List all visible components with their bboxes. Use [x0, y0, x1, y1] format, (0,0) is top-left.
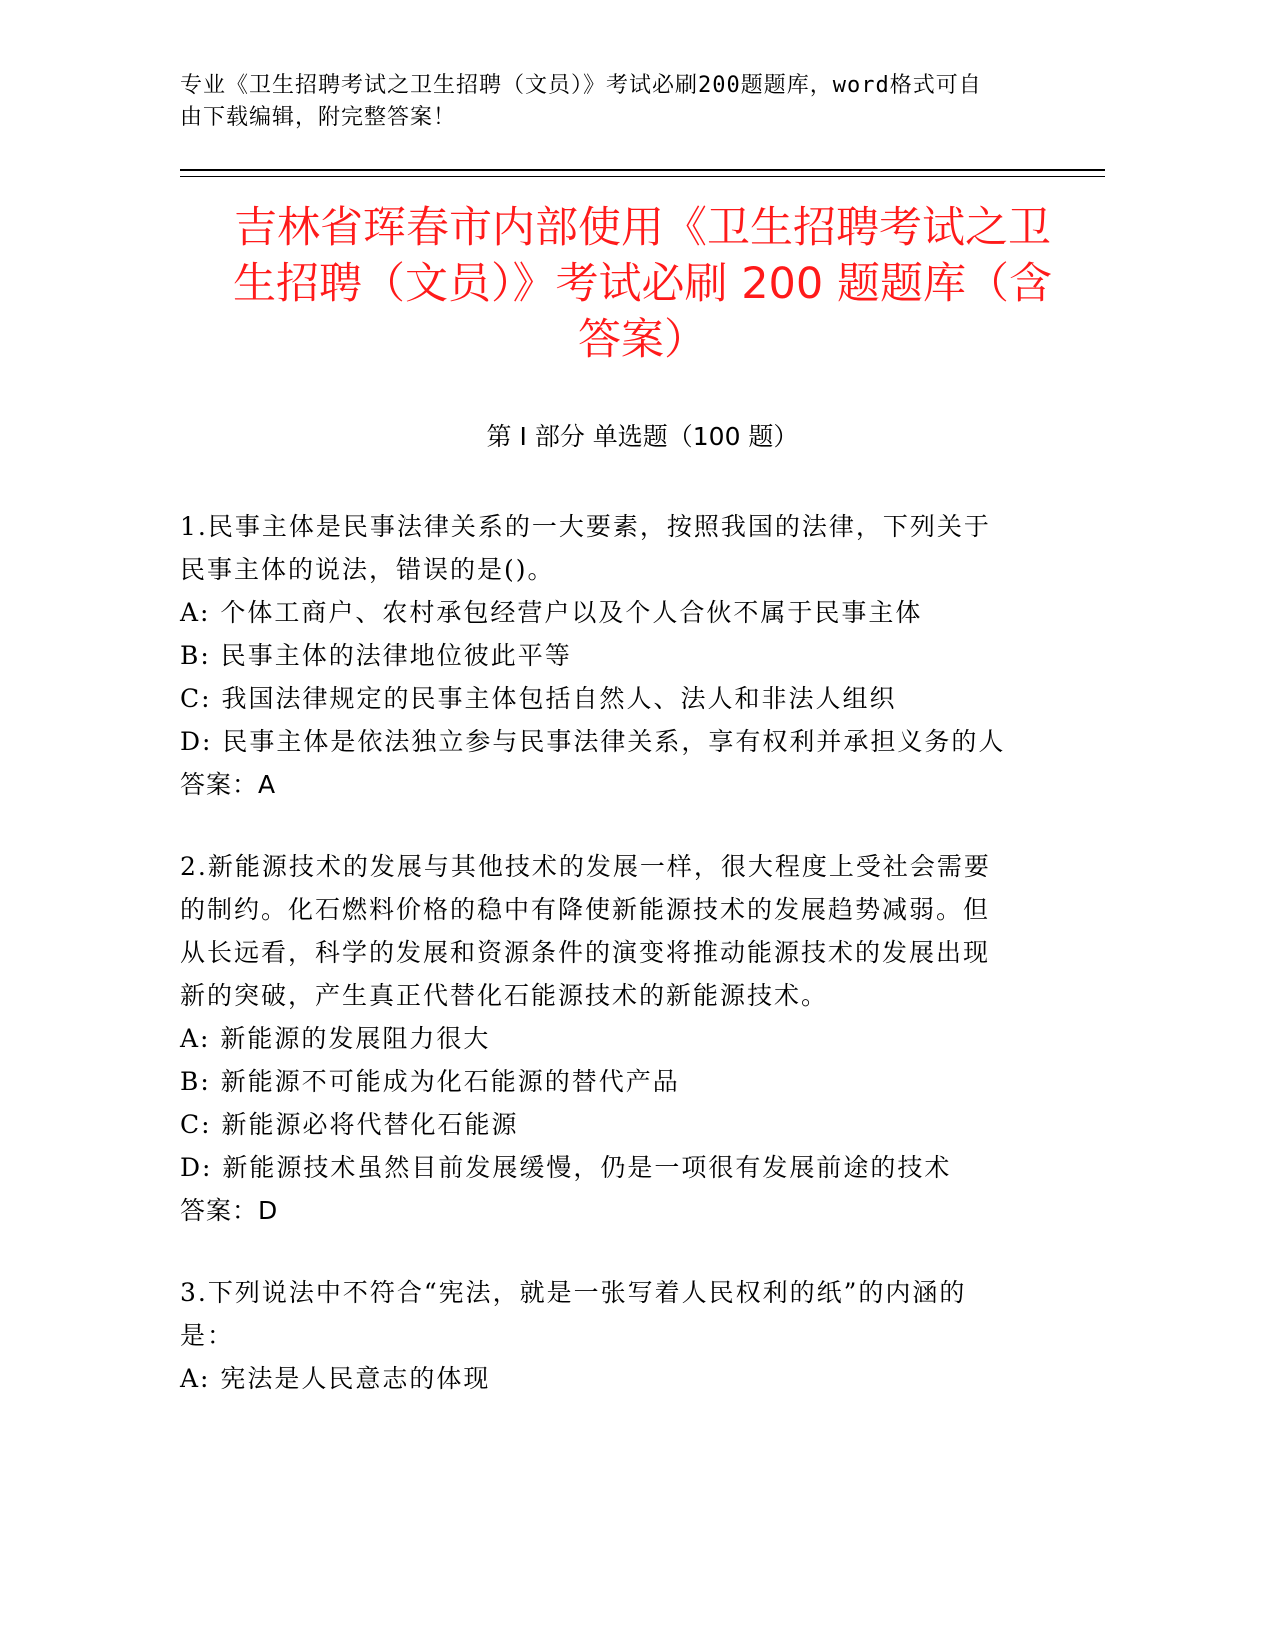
header-note	[180, 70, 1040, 134]
header-divider-thick	[180, 169, 1105, 171]
question-item	[180, 845, 1030, 1232]
option-d: D: 新能源技术虽然目前发展缓慢，仍是一项很有发展前途的技术	[180, 1153, 952, 1182]
answer-label: 答案：D	[180, 1196, 279, 1225]
option-b: B: 新能源不可能成为化石能源的替代产品	[180, 1067, 680, 1096]
question-stem	[180, 845, 1030, 1017]
question-stem-line: 是：	[180, 1321, 235, 1350]
question-stem-line: 新的突破，产生真正代替化石能源技术的新能源技术。	[180, 981, 829, 1010]
document-title-line: 答案）	[578, 315, 707, 365]
option-d: D: 民事主体是依法独立参与民事法律关系，享有权利并承担义务的人	[180, 727, 1006, 756]
question-list	[180, 505, 1030, 1439]
question-stem-line: 3.下列说法中不符合“宪法，就是一张写着人民权利的纸”的内涵的	[180, 1278, 967, 1307]
option-b: B: 民事主体的法律地位彼此平等	[180, 641, 572, 670]
option-a: A: 个体工商户、农村承包经营户以及个人合伙不属于民事主体	[180, 598, 923, 627]
question-item	[180, 505, 1030, 806]
option-c: C: 我国法律规定的民事主体包括自然人、法人和非法人组织	[180, 684, 897, 713]
document-title-line: 吉林省珲春市内部使用《卫生招聘考试之卫	[234, 203, 1051, 253]
option-c: C: 新能源必将代替化石能源	[180, 1110, 519, 1139]
section-title: 第 I 部分 单选题（100 题）	[486, 422, 799, 451]
document-title	[180, 200, 1105, 368]
header-note-line: 由下载编辑，附完整答案！	[180, 105, 457, 130]
question-stem-line: 2.新能源技术的发展与其他技术的发展一样，很大程度上受社会需要	[180, 852, 991, 881]
question-item	[180, 1271, 1030, 1400]
answer-label: 答案：A	[180, 770, 277, 799]
question-stem-line: 的制约。化石燃料价格的稳中有降使新能源技术的发展趋势减弱。但	[180, 895, 991, 924]
document-title-line: 生招聘（文员）》考试必刷 200 题题库（含	[233, 259, 1052, 309]
question-stem	[180, 505, 1030, 591]
question-stem-line: 民事主体的说法，错误的是()。	[180, 555, 555, 584]
option-a: A: 宪法是人民意志的体现	[180, 1364, 491, 1393]
option-a: A: 新能源的发展阻力很大	[180, 1024, 491, 1053]
header-divider-thin	[180, 176, 1105, 177]
header-note-line: 专业《卫生招聘考试之卫生招聘（文员）》考试必刷200题题库，word格式可自	[180, 73, 982, 98]
question-stem-line: 从长远看，科学的发展和资源条件的演变将推动能源技术的发展出现	[180, 938, 991, 967]
question-stem	[180, 1271, 1030, 1357]
question-stem-line: 1.民事主体是民事法律关系的一大要素，按照我国的法律，下列关于	[180, 512, 991, 541]
